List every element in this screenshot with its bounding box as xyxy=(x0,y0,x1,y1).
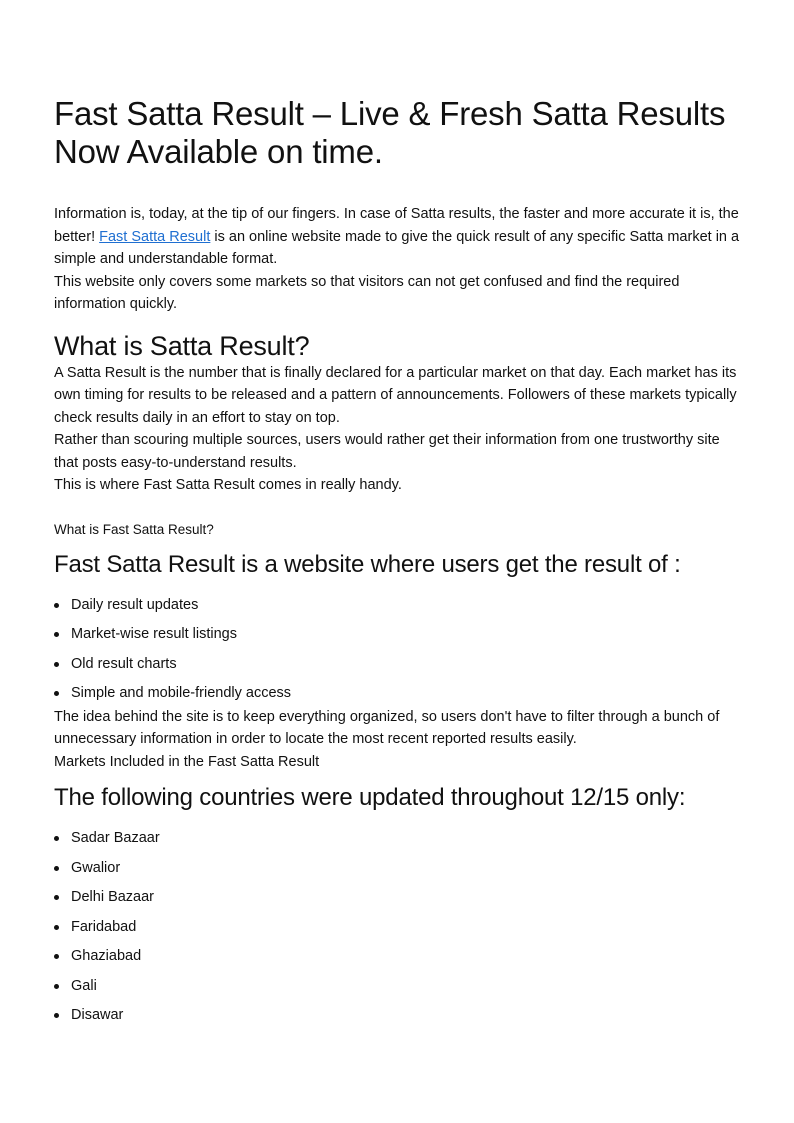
list-item: Gali xyxy=(54,975,740,997)
page-title: Fast Satta Result – Live & Fresh Satta Results Now Available on time. xyxy=(54,95,726,170)
what-paragraph-1: A Satta Result is the number that is finally declared for a particular market on that day. Each market has its own timing for results to be released and a pattern of announcements. Followers of these markets typically check results daily in an effort to stay on top. xyxy=(54,364,737,426)
list-item: Ghaziabad xyxy=(54,945,740,967)
list-item: Sadar Bazaar xyxy=(54,827,740,849)
list-item: Delhi Bazaar xyxy=(54,886,740,908)
intro-text-after-link: is an online website made to give the quick result of any specific Satta market in a simple and understandable format. xyxy=(54,228,740,267)
list-item: Faridabad xyxy=(54,916,740,938)
features-list xyxy=(54,594,740,705)
intro-text-before-link: Information is, today, at the tip of our fingers. In case of Satta results, the faster and more accurate it is, the better! xyxy=(54,206,739,245)
fast-satta-result-link[interactable]: Fast Satta Result xyxy=(99,228,211,245)
list-item: Simple and mobile-friendly access xyxy=(54,682,740,704)
list-item: Disawar xyxy=(54,1004,740,1026)
website-paragraph-1: The idea behind the site is to keep everything organized, so users don't have to filter through a bunch of unnecessary information in order to locate the most recent reported results easily. xyxy=(54,708,720,747)
website-features-heading: Fast Satta Result is a website where users get the result of : xyxy=(54,550,681,578)
intro-paragraph-2: This website only covers some markets so that visitors can not get confused and find the required information quickly. xyxy=(54,273,680,312)
what-is-satta-result-heading: What is Satta Result? xyxy=(54,330,310,361)
intro-section xyxy=(54,203,740,316)
list-item: Market-wise result listings xyxy=(54,623,740,645)
what-paragraph-3: This is where Fast Satta Result comes in really handy. xyxy=(54,477,402,493)
what-paragraph-2: Rather than scouring multiple sources, users would rather get their information from one trustworthy site that posts easy-to-understand results. xyxy=(54,432,720,471)
list-item: Daily result updates xyxy=(54,594,740,616)
markets-heading: The following countries were updated throughout 12/15 only: xyxy=(54,784,686,811)
what-is-fast-satta-result-subheading: What is Fast Satta Result? xyxy=(54,521,214,537)
list-item: Gwalior xyxy=(54,857,740,879)
intro-paragraph xyxy=(54,203,740,271)
website-paragraphs xyxy=(54,706,740,774)
website-paragraph-2: Markets Included in the Fast Satta Result xyxy=(54,753,320,770)
list-item: Old result charts xyxy=(54,653,740,675)
markets-list xyxy=(54,827,740,1026)
